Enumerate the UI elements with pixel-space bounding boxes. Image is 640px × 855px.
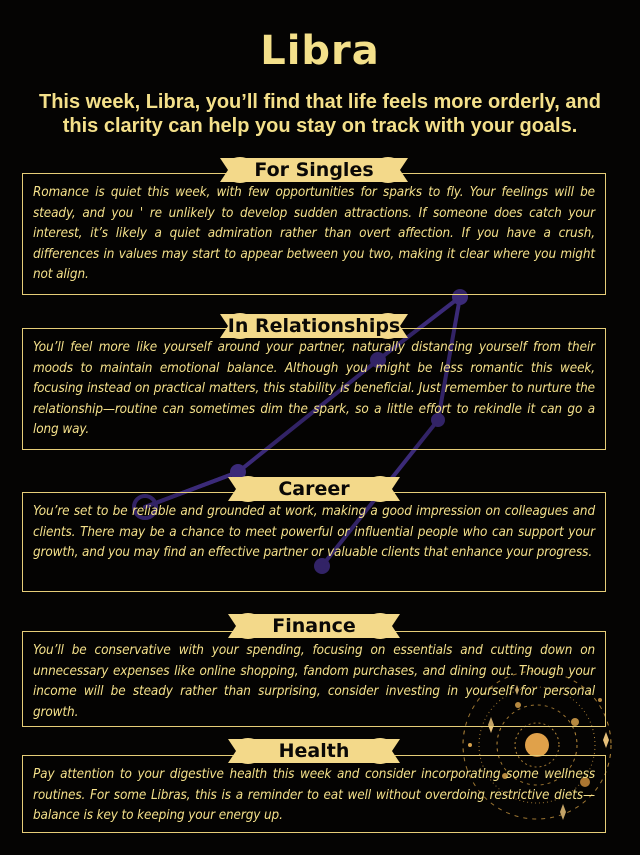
section-health-heading <box>228 737 400 765</box>
section-health-text: Pay attention to your digestive health this week and consider incorporating some wellness routines. For some Libras, this is a reminder to eat well without overdoing restrictive diets—balance is key to keeping your energy up. <box>33 767 595 823</box>
page-title: Libra <box>260 28 380 74</box>
section-relationships-label: In Relationships <box>227 315 401 337</box>
section-career-text: You’re set to be reliable and grounded at work, making a good impression on colleagues and clients. There may be a chance to meet powerful or influential people who can support your growth, and you may find an effective partner or valuable clients that enhance your progress. <box>33 504 595 560</box>
section-career-box <box>22 492 606 592</box>
section-health-box <box>22 755 606 833</box>
section-finance-label: Finance <box>272 615 356 637</box>
section-singles-box <box>22 173 606 295</box>
section-finance-box <box>22 631 606 727</box>
section-career-label: Career <box>278 478 350 500</box>
section-singles-heading <box>220 156 408 184</box>
section-relationships-box <box>22 328 606 450</box>
section-singles-label: For Singles <box>254 159 374 181</box>
section-health-label: Health <box>278 740 350 762</box>
page-subtitle: This week, Libra, you’ll find that life feels more orderly, and this clarity can help you stay on track with your goals. <box>39 91 601 137</box>
section-relationships-text: You’ll feel more like yourself around your partner, naturally distancing yourself from their moods to maintain emotional balance. Although you might be less romantic this week, focusing instead on practical matters, this stability is beneficial. Just remember to nurture the relationship—routine can sometimes dim the spark, so a little effort to rekindle it can go a long way. <box>33 340 595 437</box>
section-finance-text: You’ll be conservative with your spending, focusing on essentials and cutting down on unnecessary expenses like online shopping, fandom purchases, and dining out. Though your income will be steady rather than surprising, consider investing in yourself for personal growth. <box>33 643 595 720</box>
section-relationships-heading <box>220 312 408 340</box>
section-finance-heading <box>228 612 400 640</box>
section-career-heading <box>228 475 400 503</box>
section-singles-text: Romance is quiet this week, with few opportunities for sparks to fly. Your feelings will be steady, and you ' re unlikely to develop sudden attractions. If someone does catch your interest, it’s likely a quiet admiration rather than overt affection. If you have a crush, differences in values may start to appear between you two, making it clear where you might not align. <box>33 185 595 282</box>
